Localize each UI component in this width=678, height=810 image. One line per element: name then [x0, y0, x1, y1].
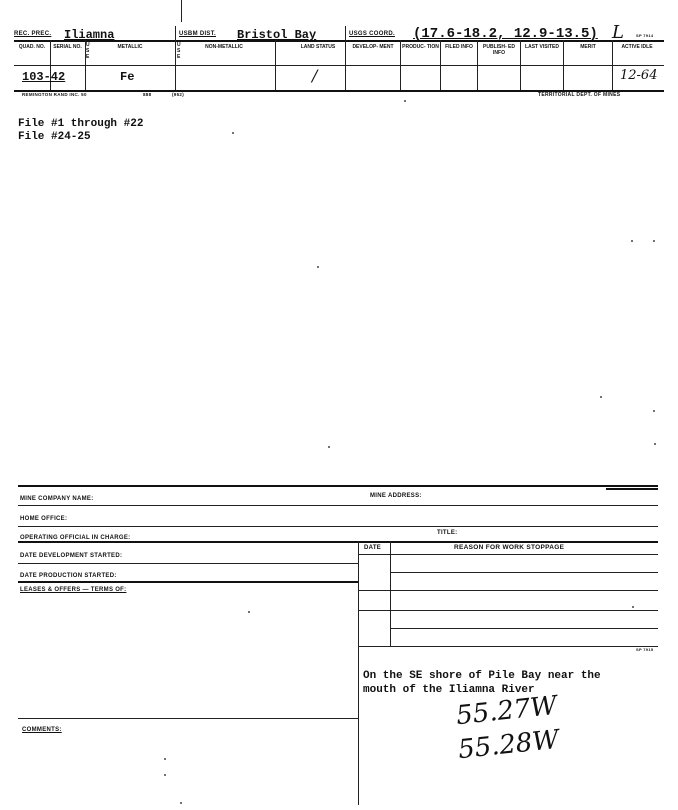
col-use-1: U S E	[86, 42, 90, 60]
mine-address-label: MINE ADDRESS:	[370, 493, 422, 499]
handwritten-coord: 55.27W	[454, 690, 559, 732]
col-production: PRODUC- TION	[402, 44, 439, 50]
leases-offers-label: LEASES & OFFERS — TERMS OF:	[20, 587, 127, 593]
comments-label: COMMENTS:	[22, 727, 62, 733]
operating-official-label: OPERATING OFFICIAL IN CHARGE:	[20, 535, 131, 541]
speck	[328, 446, 330, 448]
form-code-2: SP 7915	[636, 647, 654, 652]
file-ref-line: File #24-25	[18, 131, 91, 143]
active-idle-value: 12-64	[620, 68, 658, 83]
rec-prec-label: REC. PREC.	[14, 31, 52, 37]
speck	[632, 606, 634, 608]
col-published-info: PUBLISH- ED INFO	[483, 44, 515, 56]
home-office-label: HOME OFFICE:	[20, 516, 68, 522]
col-filed-info: FILED INFO	[445, 44, 473, 50]
col-non-metallic: NON-METALLIC	[205, 44, 243, 50]
file-ref-line: File #1 through #22	[18, 118, 144, 130]
metallic-value: Fe	[120, 70, 135, 84]
col-merit: MERIT	[580, 44, 596, 50]
usgs-coord-value: (17.6-18.2, 12.9-13.5)	[413, 26, 598, 42]
speck	[164, 774, 166, 776]
col-last-visited: LAST VISITED	[525, 44, 559, 50]
speck	[654, 443, 656, 445]
usbm-dist-label: USBM DIST.	[179, 31, 217, 37]
col-use-2: U S E	[177, 42, 181, 60]
date-production-label: DATE PRODUCTION STARTED:	[20, 573, 117, 579]
speck	[180, 802, 182, 804]
speck	[653, 240, 655, 242]
speck	[404, 100, 406, 102]
location-note-line: mouth of the Iliamna River	[363, 684, 535, 696]
location-note-line: On the SE shore of Pile Bay near the	[363, 670, 601, 682]
stoppage-reason-header: REASON FOR WORK STOPPAGE	[454, 544, 565, 551]
col-development: DEVELOP- MENT	[352, 44, 394, 50]
mine-company-name-label: MINE COMPANY NAME:	[20, 496, 94, 502]
speck	[164, 758, 166, 760]
usgs-coord-label: USGS COORD.	[349, 31, 395, 37]
speck	[248, 611, 250, 613]
quad-value: 103-42	[22, 70, 66, 84]
speck	[317, 266, 319, 268]
date-development-label: DATE DEVELOPMENT STARTED:	[20, 553, 123, 559]
col-land-status: LAND STATUS	[300, 44, 336, 50]
footer-mid-1: 888	[143, 92, 152, 97]
usbm-dist-value: Bristol Bay	[237, 28, 317, 42]
title-label: TITLE:	[437, 530, 458, 536]
land-status-value: /	[312, 66, 318, 85]
form-code: SP 7914	[636, 33, 654, 38]
col-active-idle: ACTIVE IDLE	[621, 44, 653, 50]
speck	[631, 240, 633, 242]
speck	[653, 410, 655, 412]
footer-right: TERRITORIAL DEPT. OF MINES	[538, 92, 621, 98]
speck	[232, 132, 234, 134]
col-metallic: METALLIC	[117, 44, 143, 50]
speck	[600, 396, 602, 398]
stoppage-date-header: DATE	[364, 545, 382, 551]
handwritten-coord: 55.28W	[456, 724, 561, 766]
status-mark: L	[612, 22, 624, 43]
footer-left: REMINGTON RAND INC. 50	[22, 92, 87, 97]
col-quad-no: QUAD. NO.	[18, 44, 46, 50]
col-serial-no: SERIAL NO.	[53, 44, 82, 50]
footer-mid-2: (952)	[172, 92, 185, 97]
rec-prec-value: Iliamna	[64, 28, 115, 42]
